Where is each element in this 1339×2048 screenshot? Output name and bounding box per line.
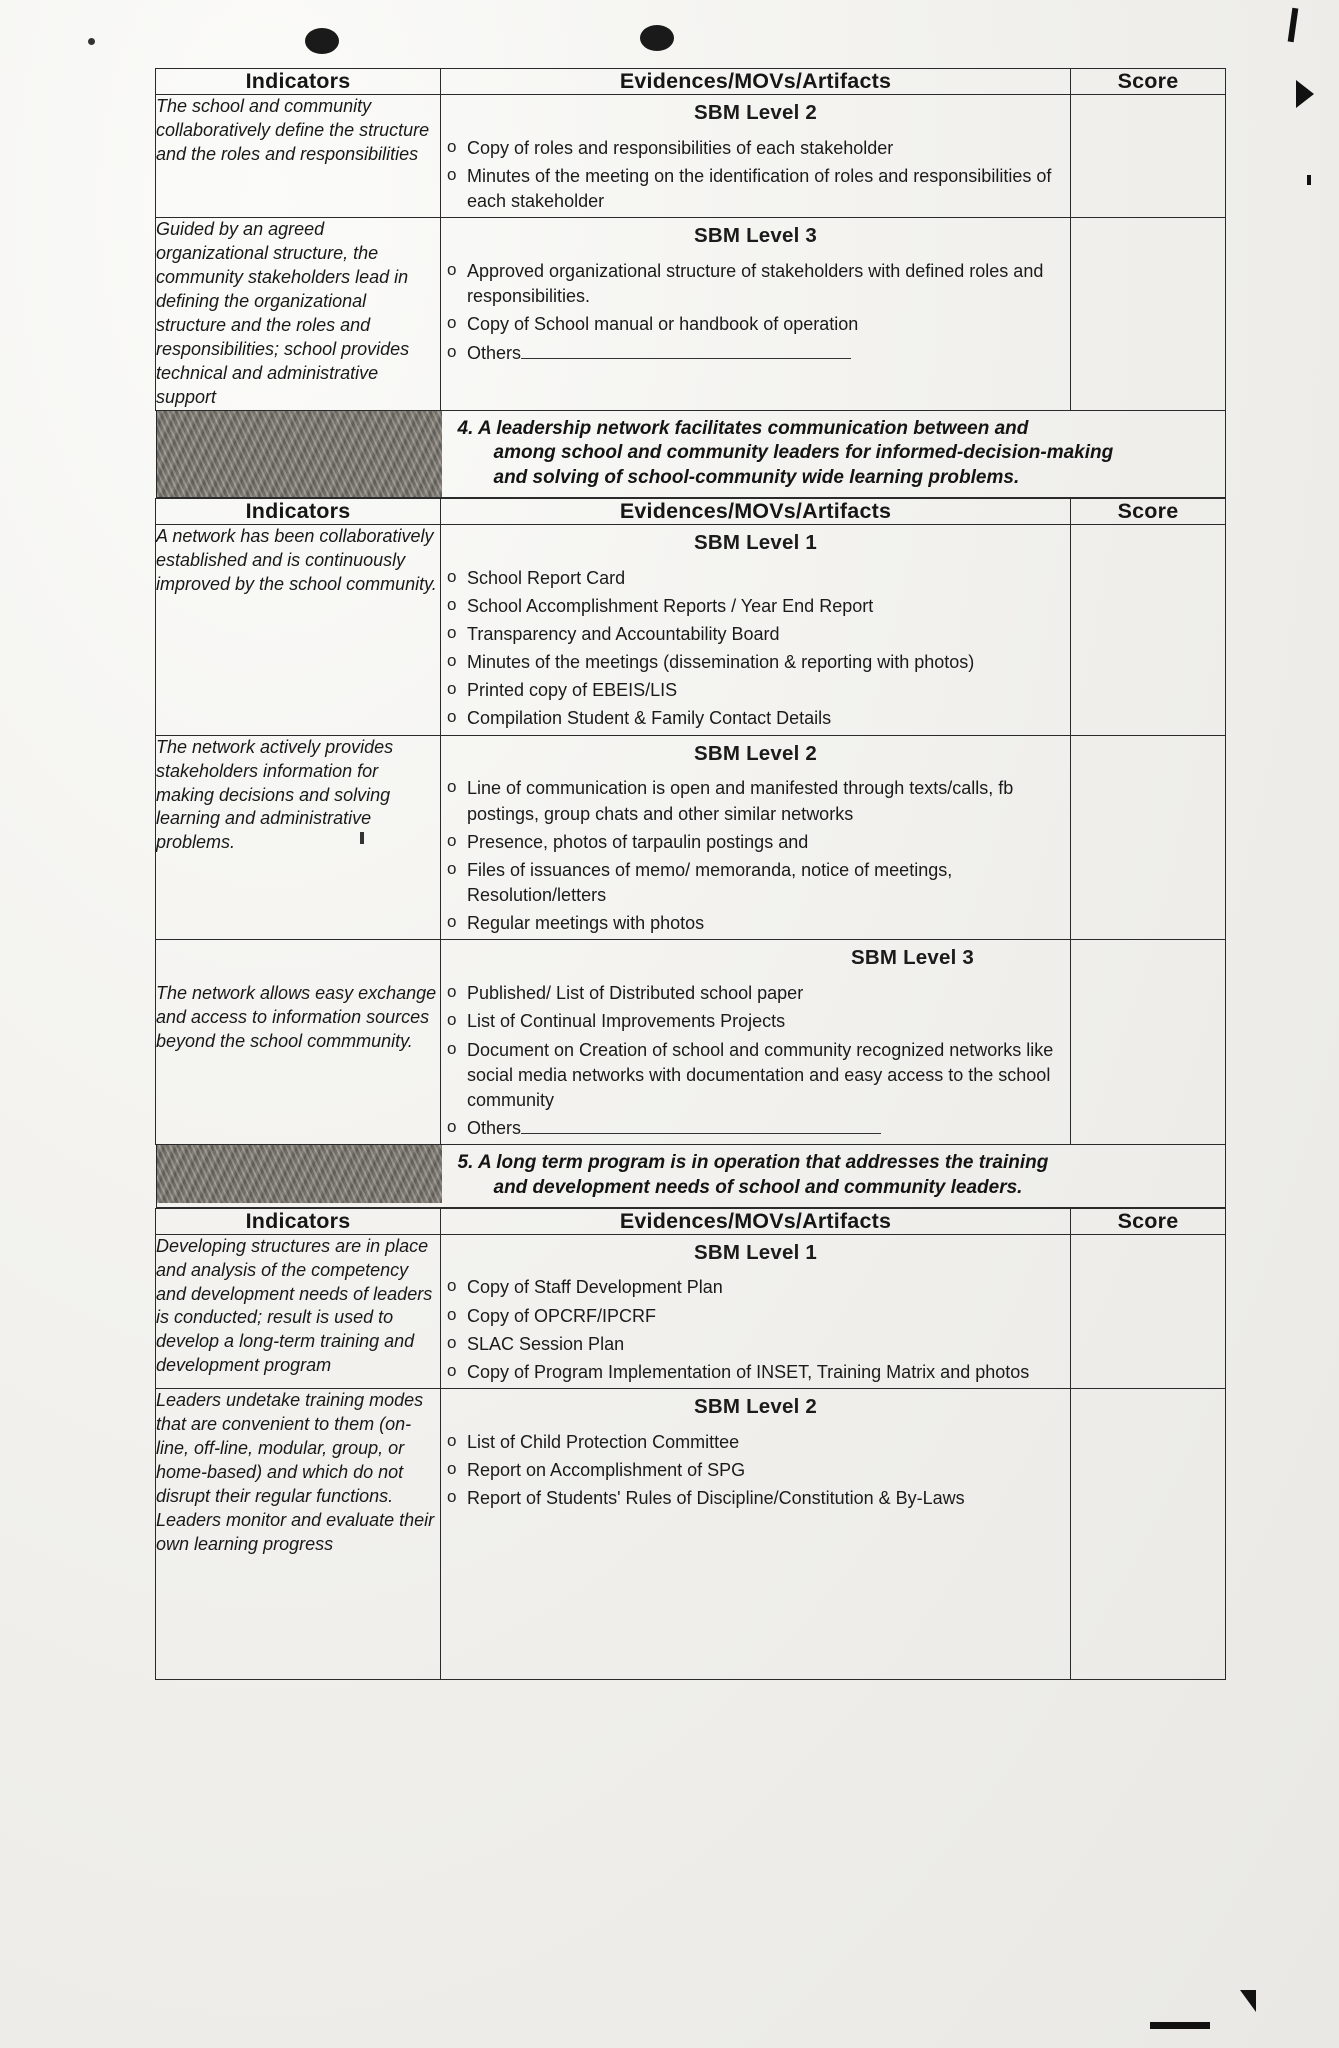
- list-item: o List of Continual Improvements Projects: [441, 1009, 1070, 1034]
- sbm-assessment-table: [155, 68, 1226, 1680]
- table-row: [156, 735, 1226, 940]
- score-cell[interactable]: [1071, 1234, 1226, 1388]
- indicator-cell: The network allows easy exchange and access to information sources beyond the school commmunity.: [156, 940, 441, 1145]
- sbm-level-label: SBM Level 3: [851, 946, 974, 970]
- section-line-1: A leadership network facilitates communication between and: [477, 417, 1029, 439]
- list-item: o Copy of Staff Development Plan: [441, 1275, 1070, 1300]
- list-item: o Approved organizational structure of stakeholders with defined roles and responsibilities.: [441, 259, 1070, 309]
- column-header-score: Score: [1071, 1208, 1226, 1234]
- sbm-level-label: SBM Level 1: [694, 530, 817, 554]
- scan-artifact-dot: [1307, 175, 1311, 185]
- fill-in-blank[interactable]: [521, 1120, 881, 1134]
- sbm-level-label: SBM Level 2: [694, 741, 817, 765]
- list-item: o Document on Creation of school and community recognized networks like social media networks with documentation and easy access to the school community: [441, 1038, 1070, 1114]
- table-header-row: [156, 498, 1226, 524]
- evidence-cell: [441, 218, 1071, 411]
- indicator-cell: The network actively provides stakeholders information for making decisions and solving learning and administrative problems.: [156, 735, 441, 940]
- column-header-indicators: Indicators: [156, 1208, 441, 1234]
- evidence-list: [441, 1430, 1070, 1512]
- scan-smudge: [157, 411, 442, 497]
- list-item: o Copy of OPCRF/IPCRF: [441, 1304, 1070, 1329]
- section-number: 4.: [457, 417, 474, 439]
- list-item: o Report of Students' Rules of Discipline/Constitution & By-Laws: [441, 1486, 1070, 1511]
- score-cell[interactable]: [1071, 95, 1226, 218]
- section-line-2: and development needs of school and community leaders.: [493, 1176, 1023, 1198]
- list-item: o Compilation Student & Family Contact Details: [441, 706, 1070, 731]
- section-4-text: [442, 411, 1225, 497]
- table-row: [156, 218, 1226, 411]
- column-header-score: Score: [1071, 498, 1226, 524]
- section-heading-row: [156, 1145, 1226, 1208]
- list-item: o Report on Accomplishment of SPG: [441, 1458, 1070, 1483]
- column-header-score: Score: [1071, 69, 1226, 95]
- indicator-cell: Developing structures are in place and analysis of the competency and development needs of leaders is conducted; result is used to develop a long-term training and development program: [156, 1234, 441, 1388]
- evidence-list: [441, 136, 1070, 215]
- section-heading-cell: [156, 410, 1226, 498]
- table-row: [156, 1389, 1226, 1680]
- list-item: o Transparency and Accountability Board: [441, 622, 1070, 647]
- column-header-evidences: Evidences/MOVs/Artifacts: [441, 1208, 1071, 1234]
- scan-smudge: [157, 1145, 442, 1203]
- column-header-indicators: Indicators: [156, 69, 441, 95]
- score-cell[interactable]: [1071, 524, 1226, 735]
- evidence-cell: [441, 940, 1071, 1145]
- list-item: o Regular meetings with photos: [441, 911, 1070, 936]
- sbm-level-label: SBM Level 1: [694, 1240, 817, 1264]
- list-item: o Published/ List of Distributed school paper: [441, 981, 1070, 1006]
- list-item: o Printed copy of EBEIS/LIS: [441, 678, 1070, 703]
- list-item: o Others: [441, 341, 1070, 366]
- section-line-3: and solving of school-community wide learning problems.: [493, 467, 1020, 489]
- list-item: o Copy of Program Implementation of INSET, Training Matrix and photos: [441, 1360, 1070, 1385]
- table-row: [156, 940, 1226, 1145]
- fill-in-blank[interactable]: [521, 345, 851, 359]
- table-row: [156, 1234, 1226, 1388]
- evidence-cell: [441, 1389, 1071, 1680]
- evidence-list: [441, 259, 1070, 366]
- table-row: [156, 524, 1226, 735]
- evidence-list: [441, 776, 1070, 936]
- column-header-evidences: Evidences/MOVs/Artifacts: [441, 498, 1071, 524]
- evidence-cell: [441, 735, 1071, 940]
- evidence-cell: [441, 95, 1071, 218]
- section-line-1: A long term program is in operation that addresses the training: [477, 1152, 1049, 1174]
- list-item: o Copy of roles and responsibilities of each stakeholder: [441, 136, 1070, 161]
- list-item: o Files of issuances of memo/ memoranda, notice of meetings, Resolution/letters: [441, 858, 1070, 908]
- section-heading-row: [156, 410, 1226, 498]
- table-row: [156, 95, 1226, 218]
- evidence-cell: [441, 1234, 1071, 1388]
- list-item: o List of Child Protection Committee: [441, 1430, 1070, 1455]
- score-cell[interactable]: [1071, 218, 1226, 411]
- indicator-cell: The school and community collaboratively define the structure and the roles and responsibilities: [156, 95, 441, 218]
- list-item: o School Report Card: [441, 566, 1070, 591]
- table-header-row: [156, 1208, 1226, 1234]
- indicator-cell: Guided by an agreed organizational structure, the community stakeholders lead in defining the organizational structure and the roles and responsibilities; school provides technical and administrative support: [156, 218, 441, 411]
- list-item: o Minutes of the meetings (dissemination & reporting with photos): [441, 650, 1070, 675]
- evidence-cell: [441, 524, 1071, 735]
- list-item: o Others: [441, 1116, 1070, 1141]
- evidence-list: [441, 981, 1070, 1141]
- column-header-evidences: Evidences/MOVs/Artifacts: [441, 69, 1071, 95]
- scan-artifact-arrow: [1296, 80, 1314, 108]
- score-cell[interactable]: [1071, 940, 1226, 1145]
- list-item: o Presence, photos of tarpaulin postings and: [441, 830, 1070, 855]
- sbm-level-label: SBM Level 3: [694, 224, 817, 248]
- column-header-indicators: Indicators: [156, 498, 441, 524]
- document-body: [55, 0, 1295, 2048]
- evidence-list: [441, 566, 1070, 732]
- table-header-row: [156, 69, 1226, 95]
- section-heading-cell: [156, 1145, 1226, 1208]
- list-item: o Line of communication is open and manifested through texts/calls, fb postings, group chats and other similar networks: [441, 776, 1070, 826]
- indicator-cell: Leaders undetake training modes that are convenient to them (on-line, off-line, modular, group, or home-based) and which do not disrupt their regular functions. Leaders monitor and evaluate their own learning progress: [156, 1389, 441, 1680]
- list-item: o Copy of School manual or handbook of operation: [441, 312, 1070, 337]
- evidence-list: [441, 1275, 1070, 1385]
- sbm-level-label: SBM Level 2: [694, 1395, 817, 1419]
- section-number: 5.: [457, 1152, 474, 1174]
- score-cell[interactable]: [1071, 1389, 1226, 1680]
- sbm-level-label: SBM Level 2: [694, 101, 817, 124]
- list-item: o School Accomplishment Reports / Year End Report: [441, 594, 1070, 619]
- section-line-2: among school and community leaders for informed-decision-making: [493, 442, 1114, 464]
- list-item: o Minutes of the meeting on the identification of roles and responsibilities of each stakeholder: [441, 164, 1070, 214]
- indicator-cell: A network has been collaboratively established and is continuously improved by the school community.: [156, 524, 441, 735]
- section-5-text: [442, 1145, 1225, 1206]
- score-cell[interactable]: [1071, 735, 1226, 940]
- list-item: o SLAC Session Plan: [441, 1332, 1070, 1357]
